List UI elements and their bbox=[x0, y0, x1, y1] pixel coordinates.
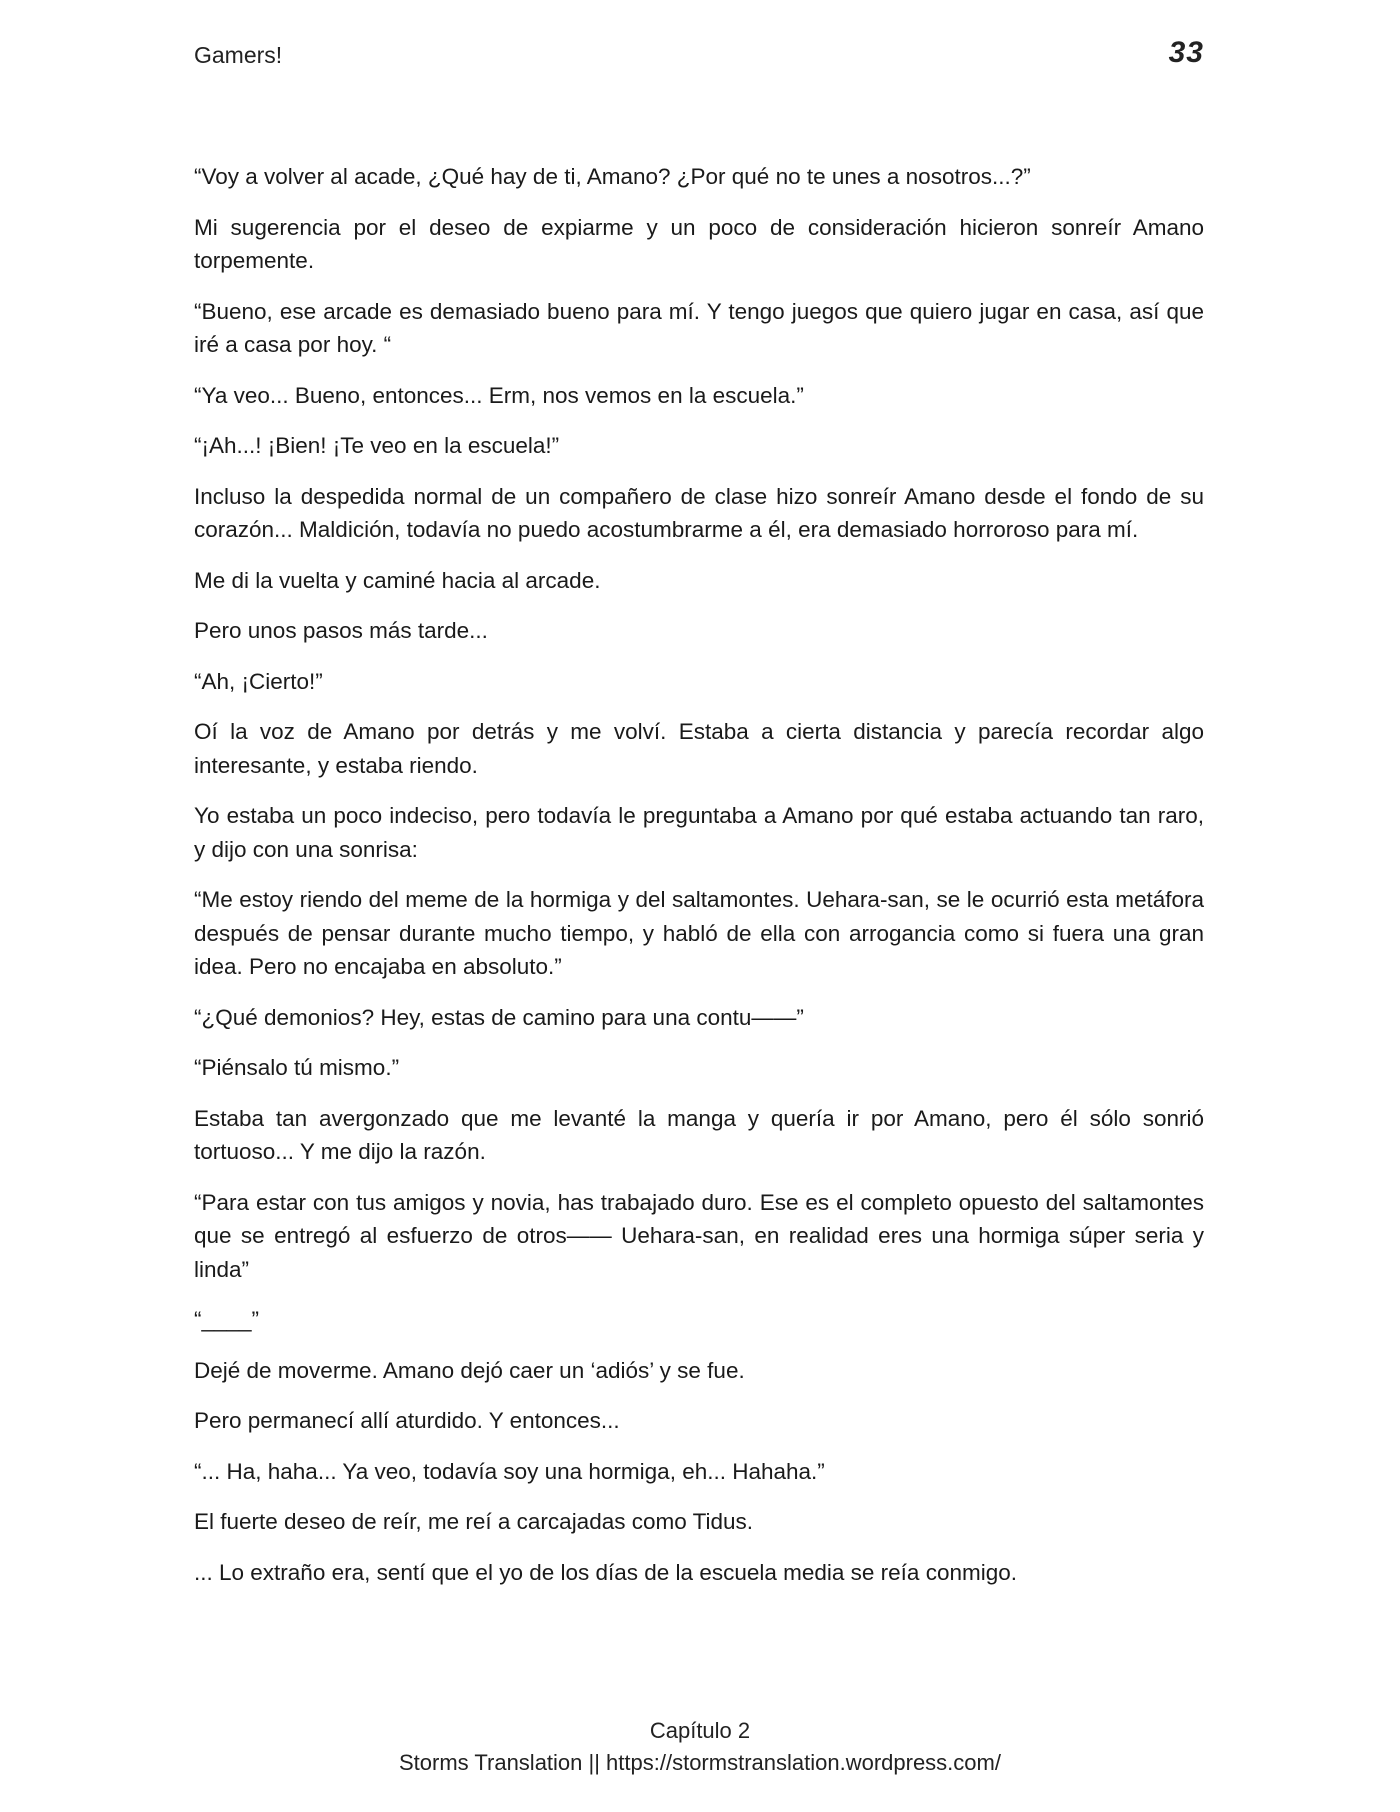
paragraph: El fuerte deseo de reír, me reí a carcajadas como Tidus. bbox=[194, 1509, 754, 1534]
paragraph: “Voy a volver al acade, ¿Qué hay de ti, Amano? ¿Por qué no te unes a nosotros...?” bbox=[194, 164, 1031, 189]
paragraph: Pero permanecí allí aturdido. Y entonces... bbox=[194, 1408, 620, 1433]
paragraph: Oí la voz de Amano por detrás y me volví. Estaba a cierta distancia y parecía recordar algo interesante, y estaba riendo. bbox=[194, 719, 1204, 778]
header-title: Gamers! bbox=[194, 42, 283, 68]
paragraph: Yo estaba un poco indeciso, pero todavía le preguntaba a Amano por qué estaba actuando tan raro, y dijo con una sonrisa: bbox=[194, 803, 1204, 862]
paragraph: “¡Ah...! ¡Bien! ¡Te veo en la escuela!” bbox=[194, 433, 560, 458]
footer-credit: Storms Translation || https://stormstranslation.wordpress.com/ bbox=[399, 1750, 1001, 1775]
paragraph: “... Ha, haha... Ya veo, todavía soy una hormiga, eh... Hahaha.” bbox=[194, 1458, 825, 1484]
paragraph: Pero unos pasos más tarde... bbox=[194, 618, 488, 643]
paragraph: Incluso la despedida normal de un compañero de clase hizo sonreír Amano desde el fondo de su corazón... Maldición, todavía no puedo acostumbrarme a él, era demasiado horroroso para mí. bbox=[194, 483, 1204, 542]
paragraph: ... Lo extraño era, sentí que el yo de los días de la escuela media se reía conmigo. bbox=[194, 1559, 1017, 1585]
page-number: 33 bbox=[1168, 36, 1204, 69]
paragraph: Mi sugerencia por el deseo de expiarme y un poco de consideración hicieron sonreír Amano torpemente. bbox=[194, 214, 1204, 273]
body-text bbox=[194, 160, 1204, 1606]
paragraph: “Me estoy riendo del meme de la hormiga y del saltamontes. Uehara-san, se le ocurrió esta metáfora después de pensar durante mucho tiempo, y habló de ella con arrogancia como si fuera una gran idea. Pero no encajaba en absoluto.” bbox=[194, 887, 1204, 979]
paragraph: Dejé de moverme. Amano dejó caer un ‘adiós’ y se fue. bbox=[194, 1357, 745, 1383]
paragraph: Me di la vuelta y caminé hacia al arcade. bbox=[194, 567, 601, 593]
paragraph: Estaba tan avergonzado que me levanté la manga y quería ir por Amano, pero él sólo sonrió tortuoso... Y me dijo la razón. bbox=[194, 1105, 1204, 1164]
paragraph: “Ya veo... Bueno, entonces... Erm, nos vemos en la escuela.” bbox=[194, 382, 804, 408]
paragraph: “¿Qué demonios? Hey, estas de camino para una contu——” bbox=[194, 1004, 804, 1030]
paragraph: “____” bbox=[194, 1307, 260, 1332]
paragraph: “Ah, ¡Cierto!” bbox=[194, 668, 323, 694]
paragraph: “Piénsalo tú mismo.” bbox=[194, 1055, 400, 1080]
paragraph: “Bueno, ese arcade es demasiado bueno para mí. Y tengo juegos que quiero jugar en casa, así que iré a casa por hoy. “ bbox=[194, 298, 1204, 357]
footer-chapter: Capítulo 2 bbox=[649, 1718, 751, 1743]
paragraph: “Para estar con tus amigos y novia, has trabajado duro. Ese es el completo opuesto del saltamontes que se entregó al esfuerzo de otros—— Uehara-san, en realidad eres una hormiga súper seria y linda” bbox=[194, 1189, 1204, 1282]
